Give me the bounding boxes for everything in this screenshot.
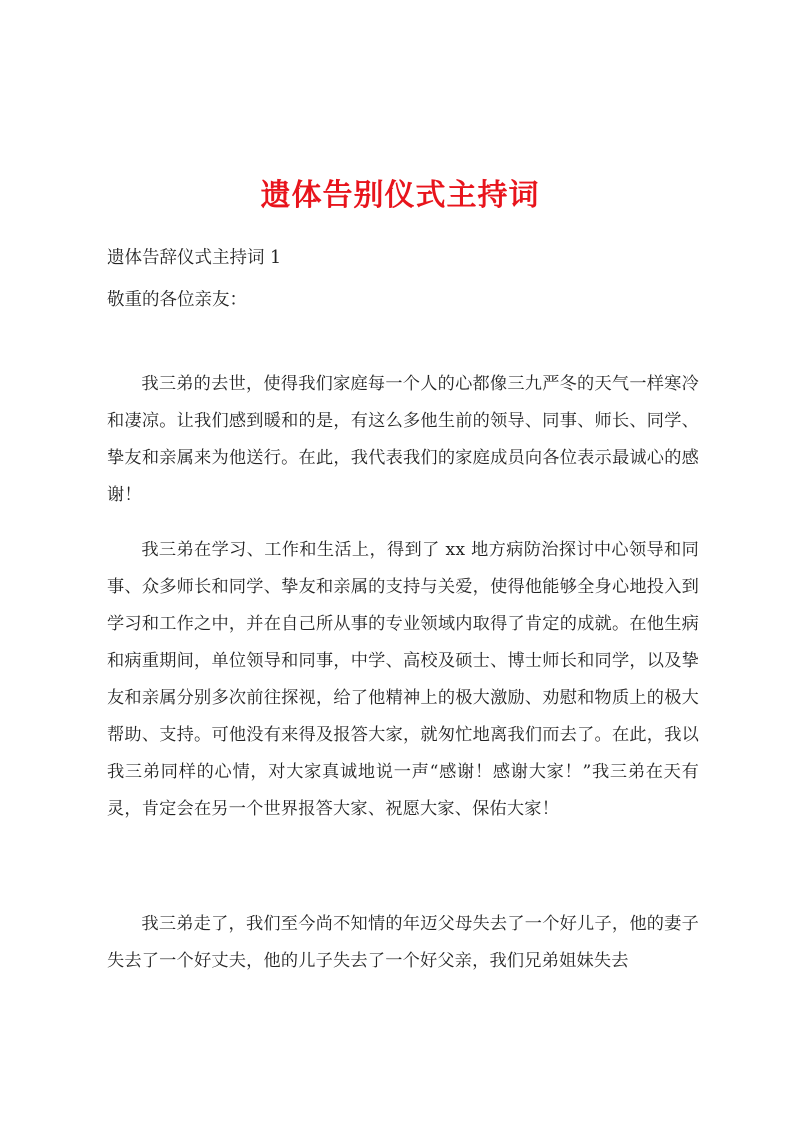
paragraph-3: 我三弟走了，我们至今尚不知情的年迈父母失去了一个好儿子，他的妻子失去了一个好丈夫，他的儿子失去了一个好父亲，我们兄弟姐妹失去 (107, 914, 699, 971)
document-subtitle: 遗体告辞仪式主持词 1 (107, 248, 282, 268)
document-title: 遗体告别仪式主持词 (260, 178, 540, 213)
paragraph-2: 我三弟在学习、工作和生活上，得到了 xx 地方病防治探讨中心领导和同事、众多师长和同学、挚友和亲属的支持与关爱，使得他能够全身心地投入到学习和工作之中，并在自己所从事的专业领域内取得了肯定的成就。在他生病和病重期间，单位领导和同事，中学、高校及硕士、博士师长和同学，以及挚友和亲属分别多次前往探视，给了他精神上的极大激励、劝慰和物质上的极大帮助、支持。可他没有来得及报答大家，就匆忙地离我们而去了。在此，我以我三弟同样的心情，对大家真诚地说一声“感谢！感谢大家！”我三弟在天有灵，肯定会在另一个世界报答大家、祝愿大家、保佑大家！ (107, 540, 699, 819)
paragraph-1: 我三弟的去世，使得我们家庭每一个人的心都像三九严冬的天气一样寒冷和凄凉。让我们感到暖和的是，有这么多他生前的领导、同事、师长、同学、挚友和亲属来为他送行。在此，我代表我们的家庭成员向各位表示最诚心的感谢！ (107, 374, 699, 505)
salutation: 敬重的各位亲友： (107, 290, 247, 310)
